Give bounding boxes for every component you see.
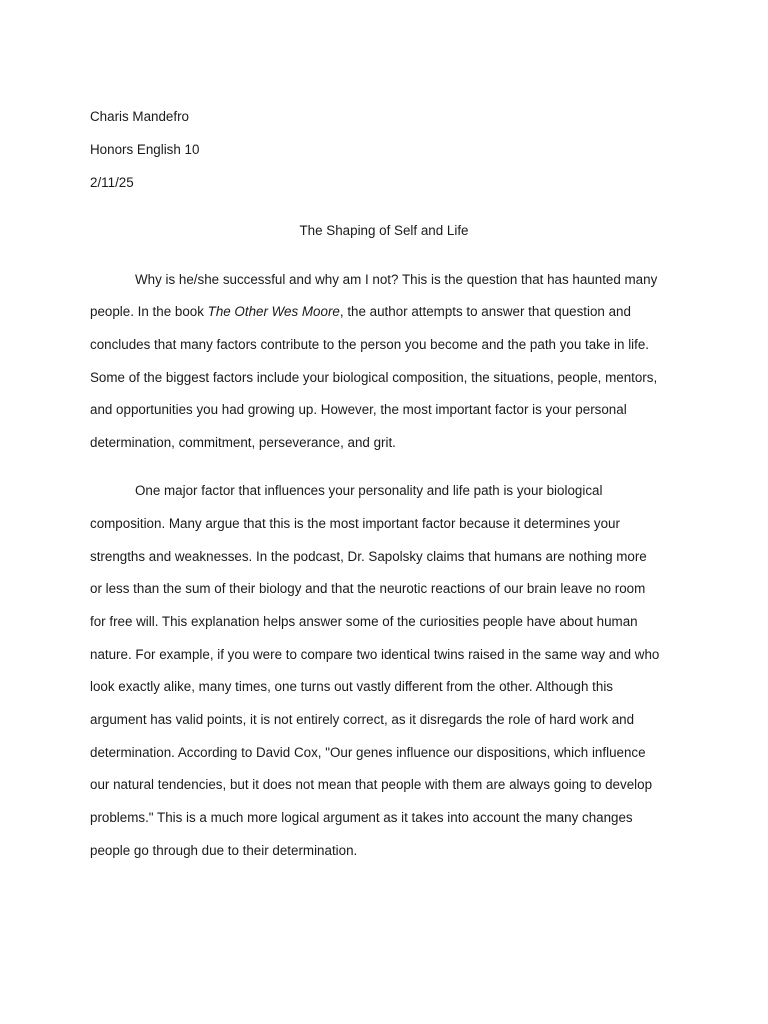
paragraph-line: concludes that many factors contribute to the person you become and the path you take in life. <box>90 337 650 352</box>
paragraph-line: look exactly alike, many times, one turns out vastly different from the other. Although this <box>90 679 613 694</box>
paragraph-line: and opportunities you had growing up. However, the most important factor is your personal <box>90 402 627 417</box>
paragraph-line: people go through due to their determination. <box>90 843 358 858</box>
line-text: , the author attempts to answer that question and <box>339 304 631 319</box>
paragraph-line: determination, commitment, perseverance, and grit. <box>90 435 396 450</box>
course-name: Honors English 10 <box>90 142 200 157</box>
paragraph-line: Some of the biggest factors include your biological composition, the situations, people, mentors, <box>90 370 658 385</box>
line-text: people. In the book <box>90 304 208 319</box>
paragraph-line: for free will. This explanation helps answer some of the curiosities people have about human <box>90 614 638 629</box>
essay-title: The Shaping of Self and Life <box>299 223 469 238</box>
paragraph-line: our natural tendencies, but it does not mean that people with them are always going to develop <box>90 777 653 792</box>
paragraph-line: composition. Many argue that this is the most important factor because it determines your <box>90 516 620 531</box>
paragraph-line: Why is he/she successful and why am I not? This is the question that has haunted many <box>135 272 658 287</box>
paragraph-line <box>90 304 631 319</box>
paragraph-line: or less than the sum of their biology and that the neurotic reactions of our brain leave no room <box>90 581 646 596</box>
paragraph-line: One major factor that influences your personality and life path is your biological <box>135 483 603 498</box>
paragraph-line: determination. According to David Cox, "Our genes influence our dispositions, which influence <box>90 745 646 760</box>
essay-date: 2/11/25 <box>90 175 134 190</box>
paragraph-line: nature. For example, if you were to compare two identical twins raised in the same way and who <box>90 647 660 662</box>
paragraph-line: problems." This is a much more logical argument as it takes into account the many changes <box>90 810 633 825</box>
book-title: The Other Wes Moore <box>207 304 340 319</box>
author-name: Charis Mandefro <box>90 109 189 124</box>
paragraph-line: strengths and weaknesses. In the podcast, Dr. Sapolsky claims that humans are nothing more <box>90 549 647 564</box>
paragraph-line: argument has valid points, it is not entirely correct, as it disregards the role of hard work and <box>90 712 635 727</box>
